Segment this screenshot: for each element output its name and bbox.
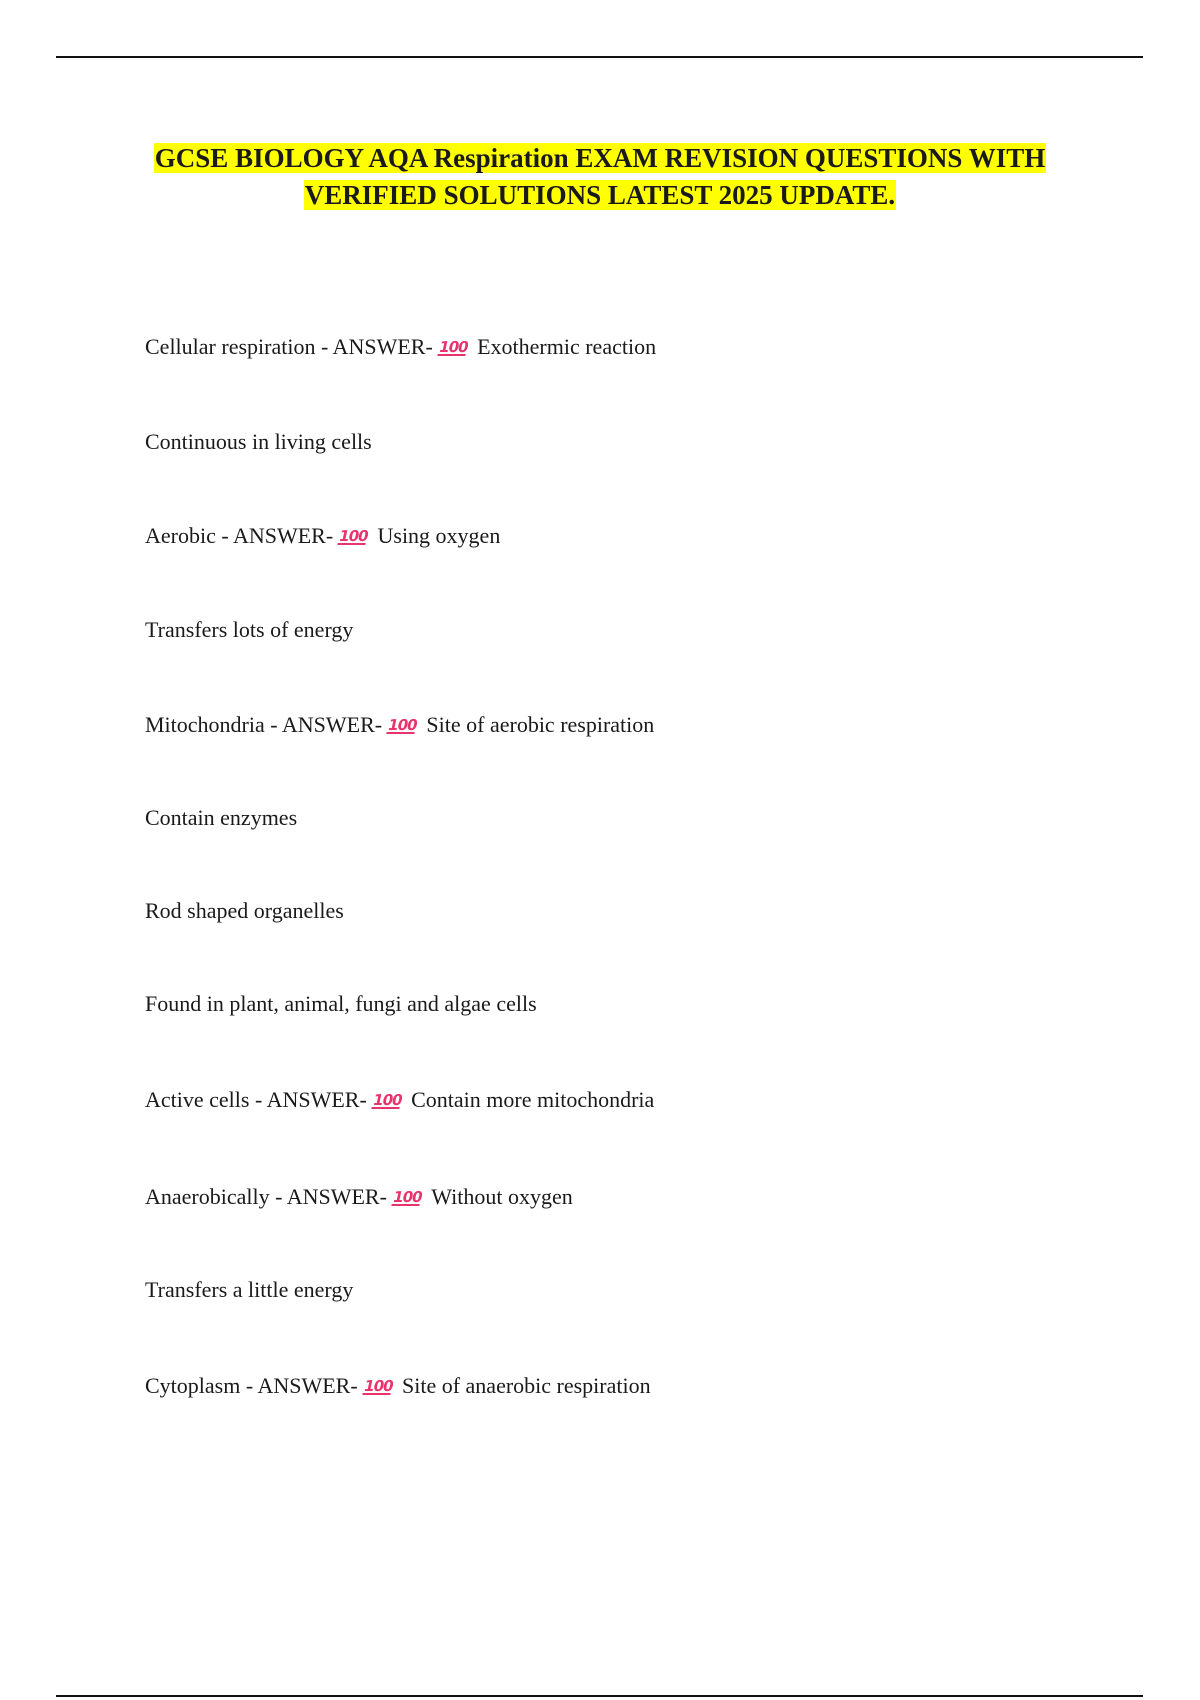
entry-answer: Exothermic reaction xyxy=(477,334,657,359)
hundred-points-icon: 100 xyxy=(337,527,370,545)
entry-text: Continuous in living cells xyxy=(145,429,372,454)
entry-continuous xyxy=(145,427,372,457)
entry-active-cells xyxy=(145,1085,654,1115)
entry-answer: Site of aerobic respiration xyxy=(426,712,655,737)
title-line-1: GCSE BIOLOGY AQA Respiration EXAM REVISION QUESTIONS WITH xyxy=(154,143,1046,173)
entry-term: Anaerobically - ANSWER- xyxy=(145,1184,387,1209)
entry-transfers-little xyxy=(145,1275,353,1305)
entry-cytoplasm xyxy=(145,1371,651,1401)
entry-answer: Using oxygen xyxy=(377,523,501,548)
entry-contain-enzymes xyxy=(145,803,297,833)
entry-text: Transfers a little energy xyxy=(145,1277,354,1302)
entry-term: Active cells - ANSWER- xyxy=(145,1087,367,1112)
entry-answer: Without oxygen xyxy=(431,1184,573,1209)
hundred-points-icon: 100 xyxy=(391,1188,424,1206)
entry-text: Transfers lots of energy xyxy=(145,617,354,642)
entry-cellular-respiration xyxy=(145,332,656,362)
hundred-points-icon: 100 xyxy=(386,716,419,734)
bottom-rule xyxy=(56,1695,1143,1697)
entry-text: Found in plant, animal, fungi and algae cells xyxy=(145,991,537,1016)
entry-aerobic xyxy=(145,521,500,551)
entry-text: Contain enzymes xyxy=(145,805,298,830)
entry-rod-shaped xyxy=(145,896,344,926)
hundred-points-icon: 100 xyxy=(361,1377,395,1395)
entry-answer: Site of anaerobic respiration xyxy=(401,1373,651,1398)
entry-found-in xyxy=(145,989,537,1019)
entry-transfers-lots xyxy=(145,615,353,645)
entry-term: Cellular respiration - ANSWER- xyxy=(145,334,433,359)
entry-term: Aerobic - ANSWER- xyxy=(145,523,334,548)
entry-term: Cytoplasm - ANSWER- xyxy=(145,1373,358,1398)
hundred-points-icon: 100 xyxy=(371,1091,404,1109)
title-line-2: VERIFIED SOLUTIONS LATEST 2025 UPDATE. xyxy=(304,180,896,210)
entry-term: Mitochondria - ANSWER- xyxy=(145,712,383,737)
entry-answer: Contain more mitochondria xyxy=(411,1087,655,1112)
page-title xyxy=(100,140,1100,214)
entry-text: Rod shaped organelles xyxy=(145,898,344,923)
hundred-points-icon: 100 xyxy=(437,338,470,356)
top-rule xyxy=(56,56,1143,58)
entry-anaerobically xyxy=(145,1182,573,1212)
entry-mitochondria xyxy=(145,710,654,740)
